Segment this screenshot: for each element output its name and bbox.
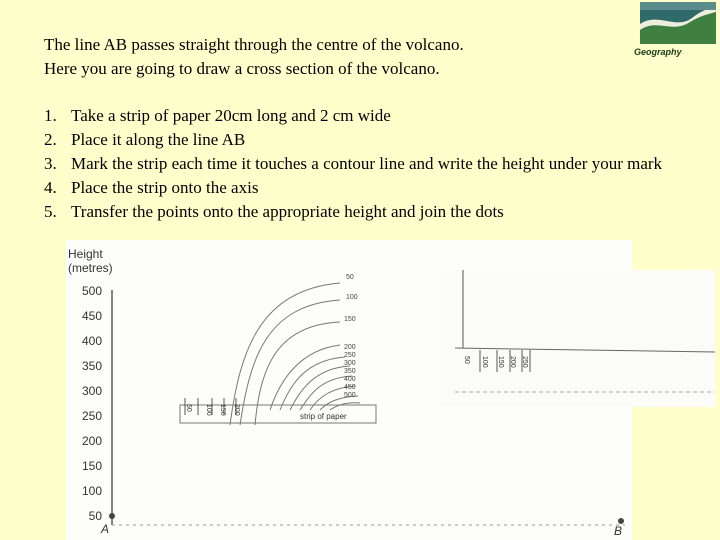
point-a-label: A <box>101 522 110 536</box>
tick-label: 250 <box>81 409 102 423</box>
tick-label: 500 <box>81 284 102 298</box>
logo-text: Geography <box>634 47 682 57</box>
tick-label: 150 <box>81 459 102 473</box>
tick-label: 450 <box>81 309 102 323</box>
step-number: 3. <box>44 154 57 173</box>
tick-label: 200 <box>81 434 102 448</box>
y-axis-label: Height (metres) <box>68 247 113 275</box>
step-text: Take a strip of paper 20cm long and 2 cm wide <box>71 106 391 125</box>
contour-label: 100 <box>346 294 358 301</box>
right-mark-label: 200 <box>509 356 516 368</box>
contour-label: 400 <box>344 376 356 383</box>
strip-mark-label: 150 <box>219 404 226 416</box>
contour-label: 50 <box>346 274 354 281</box>
right-mark-label: 250 <box>521 356 528 368</box>
contour-label: 500 <box>344 392 356 399</box>
strip-mark-label: 200 <box>233 404 240 416</box>
intro-line-1: The line AB passes straight through the centre of the volcano. <box>44 35 464 54</box>
step-number: 1. <box>44 106 57 125</box>
step-text: Place it along the line AB <box>71 130 246 149</box>
tick-label: 300 <box>81 384 102 398</box>
tick-label: 100 <box>81 484 102 498</box>
contour-label: 350 <box>344 368 356 375</box>
step-text: Place the strip onto the axis <box>71 178 259 197</box>
contour-label: 450 <box>344 384 356 391</box>
step-number: 4. <box>44 178 57 197</box>
right-mark-label: 150 <box>497 356 504 368</box>
step-text: Mark the strip each time it touches a contour line and write the height under your mark <box>71 154 663 173</box>
contour-label: 200 <box>344 344 356 351</box>
step-number: 2. <box>44 130 57 149</box>
contour-label: 250 <box>344 352 356 359</box>
point-a-marker <box>109 513 115 519</box>
step-number: 5. <box>44 202 57 221</box>
contour-label: 150 <box>344 316 356 323</box>
step-text: Transfer the points onto the appropriate height and join the dots <box>71 202 504 221</box>
strip-mark-label: 50 <box>185 404 192 412</box>
point-b-label: B <box>614 524 623 538</box>
right-mark-label: 50 <box>463 356 470 364</box>
tick-label: 350 <box>81 359 102 373</box>
intro-line-2: Here you are going to draw a cross section of the volcano. <box>44 59 440 78</box>
tick-label: 50 <box>88 509 102 523</box>
tick-label: 400 <box>81 334 102 348</box>
contour-label: 300 <box>344 360 356 367</box>
strip-mark-label: 100 <box>205 404 212 416</box>
strip-label: strip of paper <box>300 412 347 421</box>
right-mark-label: 100 <box>481 356 488 368</box>
